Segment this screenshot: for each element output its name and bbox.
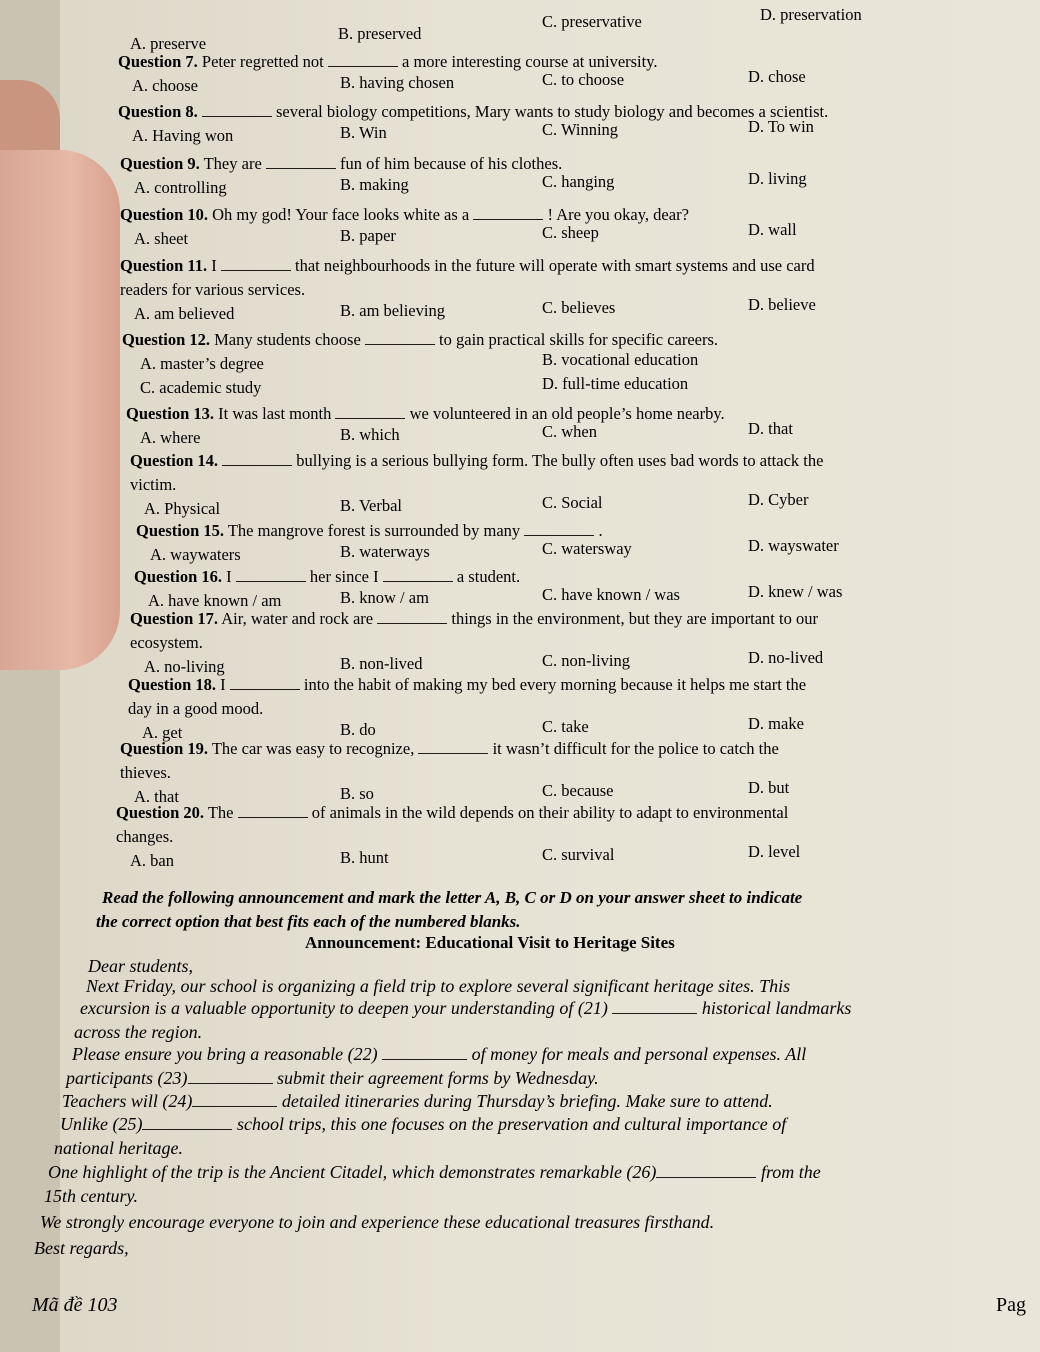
option-b: B. waterways: [340, 542, 430, 561]
option-b: B. do: [340, 720, 376, 739]
option-d: D. that: [748, 419, 793, 438]
question-number: Question 19.: [120, 739, 209, 758]
question-text: Oh my god! Your face looks white as a: [212, 205, 470, 224]
question-text: several biology competitions, Mary wants to study biology and becomes a scientist.: [276, 102, 829, 121]
page-label: Pag: [996, 1294, 1026, 1316]
question-14: [130, 451, 823, 471]
ann-line-3: across the region.: [74, 1022, 203, 1042]
option-c: C. to choose: [542, 70, 625, 89]
question-number: Question 16.: [134, 567, 223, 586]
option-d: D. wayswater: [748, 536, 839, 555]
ann-line-6: Teachers will (24) detailed itineraries during Thursday’s briefing. Make sure to attend.: [62, 1091, 773, 1111]
option-c: C. Social: [542, 493, 603, 512]
option-b: B. which: [340, 425, 400, 444]
answer-blank: [222, 451, 292, 466]
option-c: C. Winning: [542, 120, 619, 139]
question-text: They are: [203, 154, 262, 173]
option-b: B. having chosen: [340, 73, 455, 92]
option-b: B. hunt: [340, 848, 389, 867]
option-b: B. Verbal: [340, 496, 403, 515]
option-a: A. no-living: [144, 657, 225, 676]
answer-blank: [473, 205, 543, 220]
option-d: D. but: [748, 778, 790, 797]
question-20: [116, 803, 788, 823]
question-text: I: [220, 675, 226, 694]
option-d: D. believe: [748, 295, 816, 314]
greeting: Dear students,: [88, 956, 193, 976]
question-text: Many students choose: [214, 330, 361, 349]
option-b: B. Win: [340, 123, 387, 142]
question-number: Question 13.: [126, 404, 215, 423]
instruction-line-1: Read the following announcement and mark the letter A, B, C or D on your answer sheet to indicate: [102, 888, 803, 907]
answer-blank: [328, 52, 398, 67]
exam-code: Mã đề 103: [32, 1294, 118, 1316]
option-a: A. where: [140, 428, 201, 447]
question-text: I: [226, 567, 232, 586]
question-text: her since I: [309, 567, 379, 586]
option-c: C. non-living: [542, 651, 631, 670]
option-a: A. choose: [132, 76, 198, 95]
question-text: ! Are you okay, dear?: [547, 205, 689, 224]
question-continuation: ecosystem.: [130, 633, 203, 652]
option-d: D. Cyber: [748, 490, 809, 509]
question-continuation: thieves.: [120, 763, 171, 782]
option-a: A. Physical: [144, 499, 221, 518]
question-8: [118, 102, 828, 122]
question-number: Question 11.: [120, 256, 208, 275]
ann-line-1: Next Friday, our school is organizing a field trip to explore several significant heritage sites. This: [86, 976, 791, 996]
answer-blank: [236, 567, 306, 582]
question-text: a student.: [456, 567, 521, 586]
question-text: The mangrove forest is surrounded by many: [227, 521, 521, 540]
answer-blank: [202, 102, 272, 117]
answer-blank: [230, 675, 300, 690]
answer-blank: [266, 154, 336, 169]
question-text: we volunteered in an old people’s home nearby.: [409, 404, 725, 423]
ann-line-2: excursion is a valuable opportunity to deepen your understanding of (21) historical landmarks: [80, 998, 852, 1018]
question-number: Question 10.: [120, 205, 209, 224]
option-d: D. wall: [748, 220, 797, 239]
option-c: C. watersway: [542, 539, 632, 558]
option-c: C. have known / was: [542, 585, 680, 604]
question-number: Question 9.: [120, 154, 200, 173]
option-a: A. am believed: [134, 304, 235, 323]
ann-line-8: national heritage.: [54, 1138, 183, 1158]
question-11: [120, 256, 815, 276]
question-number: Question 17.: [130, 609, 219, 628]
question-continuation: changes.: [116, 827, 174, 846]
answer-blank: [335, 404, 405, 419]
option-b: B. non-lived: [340, 654, 423, 673]
instruction-line-2: the correct option that best fits each of the numbered blanks.: [96, 912, 521, 931]
question-number: Question 8.: [118, 102, 198, 121]
question-text: things in the environment, but they are important to our: [451, 609, 818, 628]
option-a: A. controlling: [134, 178, 227, 197]
question-text: Peter regretted not: [201, 52, 324, 71]
ann-line-11: We strongly encourage everyone to join and experience these educational treasures firsthand.: [40, 1212, 715, 1232]
option-a: A. have known / am: [148, 591, 282, 610]
question-12: [122, 330, 718, 350]
question-text: It was last month: [218, 404, 332, 423]
option-b: B. paper: [340, 226, 396, 245]
option-b: B. know / am: [340, 588, 429, 607]
answer-blank: [238, 803, 308, 818]
question-text: a more interesting course at university.: [402, 52, 658, 71]
option-d: D. living: [748, 169, 807, 188]
option-c: C. because: [542, 781, 614, 800]
question-number: Question 15.: [136, 521, 225, 540]
question-text: into the habit of making my bed every morning because it helps me start the: [303, 675, 807, 694]
finger-holding-paper: [0, 150, 120, 670]
question-15: [136, 521, 603, 541]
option-d: D. chose: [748, 67, 806, 86]
option-b: B. am believing: [340, 301, 445, 320]
question-number: Question 7.: [118, 52, 198, 71]
option-d: D. no-lived: [748, 648, 824, 667]
sign-off: Best regards,: [34, 1238, 129, 1258]
question-9: [120, 154, 562, 174]
option-a: A. ban: [130, 851, 174, 870]
question-text: that neighbourhoods in the future will operate with smart systems and use card: [294, 256, 815, 275]
question-text: The: [207, 803, 234, 822]
ann-line-7: Unlike (25) school trips, this one focuses on the preservation and cultural importance of: [60, 1114, 787, 1134]
option-c: C. believes: [542, 298, 616, 317]
question-text: The car was easy to recognize,: [211, 739, 415, 758]
option-c: C. preservative: [542, 12, 642, 31]
question-continuation: readers for various services.: [120, 280, 306, 299]
question-text: .: [598, 521, 603, 540]
option-d: D. knew / was: [748, 582, 843, 601]
option-c: C. when: [542, 422, 597, 441]
option-b: B. preserved: [338, 24, 422, 43]
option-a: A. preserve: [130, 34, 207, 53]
answer-blank: [383, 567, 453, 582]
option-b: B. making: [340, 175, 409, 194]
option-b: B. vocational education: [542, 350, 699, 369]
question-text: of animals in the wild depends on their ability to adapt to environmental: [311, 803, 789, 822]
option-c: C. hanging: [542, 172, 615, 191]
question-7: [118, 52, 658, 72]
option-a: A. sheet: [134, 229, 189, 248]
question-text: to gain practical skills for specific careers.: [439, 330, 719, 349]
option-d: D. preservation: [760, 5, 862, 24]
question-number: Question 18.: [128, 675, 217, 694]
question-16: [134, 567, 520, 587]
answer-blank: [524, 521, 594, 536]
option-d: D. To win: [748, 117, 814, 136]
question-text: it wasn’t difficult for the police to catch the: [492, 739, 779, 758]
question-18: [128, 675, 806, 695]
option-a: A. master’s degree: [140, 354, 264, 373]
answer-blank: [418, 739, 488, 754]
question-19: [120, 739, 779, 759]
option-d: D. level: [748, 842, 801, 861]
ann-line-10: 15th century.: [44, 1186, 138, 1206]
question-text: fun of him because of his clothes.: [340, 154, 563, 173]
question-text: Air, water and rock are: [221, 609, 374, 628]
option-a: A. waywaters: [150, 545, 241, 564]
option-d: D. full-time education: [542, 374, 689, 393]
answer-blank: [365, 330, 435, 345]
question-10: [120, 205, 689, 225]
option-b: B. so: [340, 784, 374, 803]
ann-line-4: Please ensure you bring a reasonable (22) of money for meals and personal expenses. All: [72, 1044, 807, 1064]
question-continuation: day in a good mood.: [128, 699, 264, 718]
answer-blank: [377, 609, 447, 624]
question-13: [126, 404, 725, 424]
option-a: A. that: [134, 787, 179, 806]
answer-blank: [221, 256, 291, 271]
ann-line-5: participants (23) submit their agreement forms by Wednesday.: [66, 1068, 599, 1088]
question-number: Question 14.: [130, 451, 219, 470]
announcement-title: Announcement: Educational Visit to Heritage Sites: [305, 933, 675, 952]
question-text: bullying is a serious bullying form. The bully often uses bad words to attack the: [296, 451, 824, 470]
question-continuation: victim.: [130, 475, 177, 494]
question-text: I: [211, 256, 217, 275]
question-number: Question 12.: [122, 330, 211, 349]
option-d: D. make: [748, 714, 804, 733]
option-c: C. academic study: [140, 378, 262, 397]
ann-line-9: One highlight of the trip is the Ancient Citadel, which demonstrates remarkable (26) from the: [48, 1162, 821, 1182]
question-17: [130, 609, 818, 629]
option-a: A. Having won: [132, 126, 234, 145]
option-c: C. take: [542, 717, 589, 736]
option-a: A. get: [142, 723, 183, 742]
question-number: Question 20.: [116, 803, 205, 822]
option-c: C. survival: [542, 845, 615, 864]
option-c: C. sheep: [542, 223, 599, 242]
